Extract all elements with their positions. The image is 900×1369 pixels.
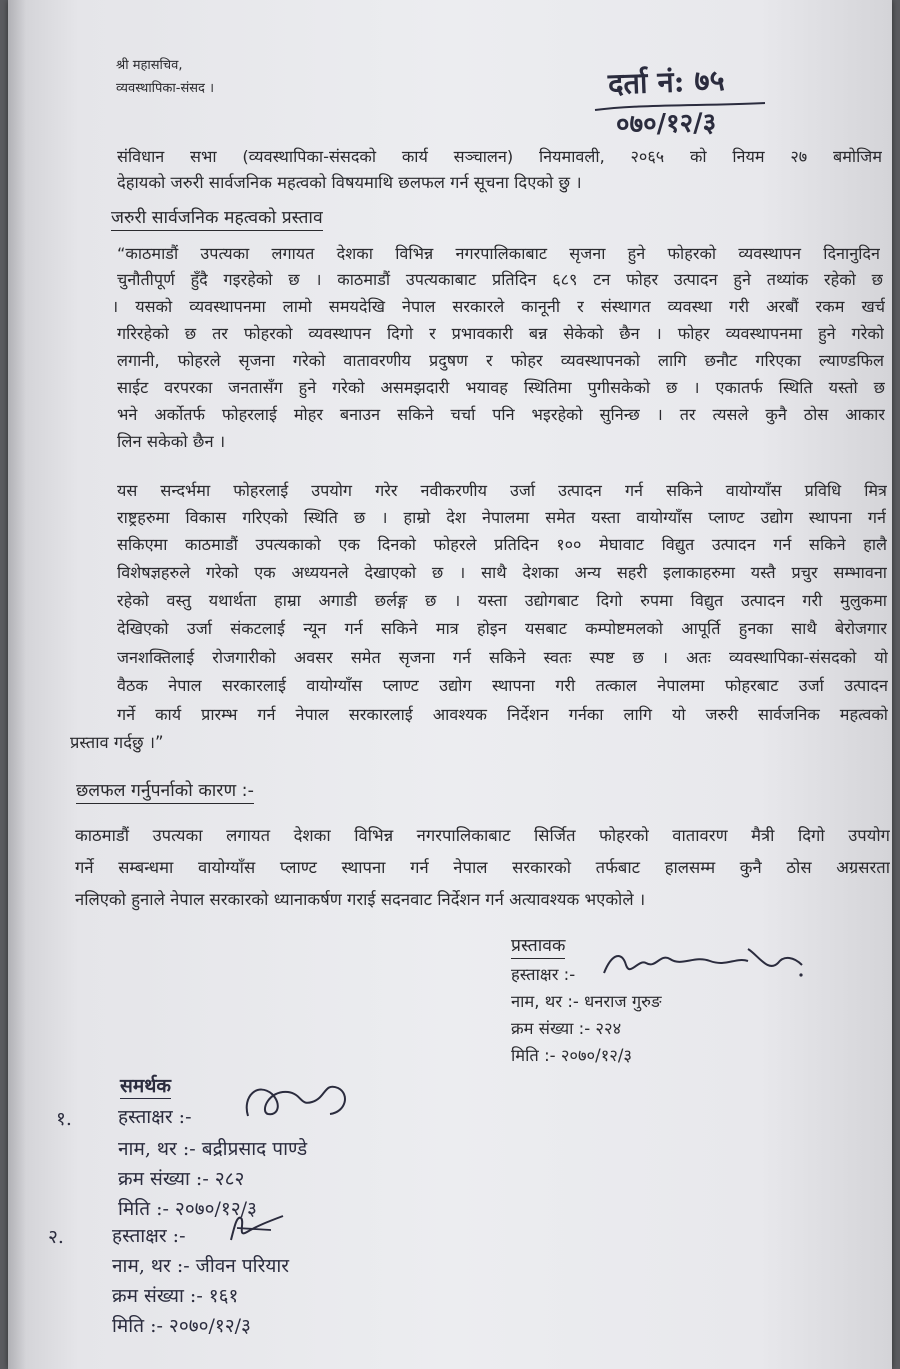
supporter-date: मिति :- २०७०/१२/३	[118, 1198, 257, 1220]
addressee-office: व्यवस्थापिका-संसद ।	[116, 81, 215, 96]
supporter-name: नाम, थर :- जीवन परियार	[112, 1255, 290, 1277]
document-page	[8, 0, 892, 1369]
proposal-heading: जरुरी सार्वजनिक महत्वको प्रस्ताव	[111, 205, 323, 231]
paragraph-line: लगानी, फोहरले सृजना गरेको वातावरणीय प्रदुषण र फोहर व्यवस्थापनको लागि छनौट गरिएका ल्याण्डफिल	[117, 351, 884, 370]
reason-line: काठमाडौं उपत्यका लगायत देशका विभिन्न नगरपालिकाबाट सिर्जित फोहरको वातावरण मैत्री दिगो उपयोग	[75, 826, 890, 845]
paragraph-line: प्रस्ताव गर्दछु ।”	[70, 733, 164, 752]
paragraph-line: । यसको व्यवस्थापनमा लामो समयदेखि नेपाल सरकारले कानूनी र संस्थागत व्यवस्था गरी अरबौं रकम खर्च	[112, 297, 885, 316]
supporter-serial: क्रम संख्या :- १६१	[112, 1285, 239, 1307]
paragraph-line: वैठक नेपाल सरकारलाई वायोग्याँस प्लाण्ट उद्योग स्थापना गरी तत्काल नेपालमा फोहरबाट उर्जा उत्पादन	[117, 676, 888, 695]
supporter-number: २.	[48, 1226, 64, 1248]
paragraph-line: “काठमाडौं उपत्यका लगायत देशका विभिन्न नगरपालिकाबाट सृजना हुने फोहरको व्यवस्थापन दिनानुदिन	[117, 244, 880, 263]
supporter-name: नाम, थर :- बद्रीप्रसाद पाण्डे	[118, 1138, 308, 1160]
supporter-signature-label: हस्ताक्षर :-	[118, 1106, 192, 1128]
reason-line: नलिएको हुनाले नेपाल सरकारको ध्यानाकर्षण गराई सदनवाट निर्देशन गर्न अत्यावश्यक भएकोले ।	[75, 890, 646, 909]
supporter-signature	[238, 1076, 358, 1126]
supporter-date: मिति :- २०७०/१२/३	[112, 1315, 251, 1337]
proposer-heading: प्रस्तावक	[511, 933, 565, 959]
proposer-serial: क्रम संख्या :- २२४	[511, 1019, 622, 1038]
supporters-heading: समर्थक	[120, 1072, 171, 1099]
registration-number: दर्ता नं: ७५	[607, 62, 726, 102]
supporter-number: १.	[56, 1108, 72, 1130]
addressee-title: श्री महासचिव,	[116, 58, 183, 73]
paragraph-line: लिन सकेको छैन ।	[117, 432, 226, 451]
registration-date: ०७०/१२/३	[615, 108, 717, 140]
paragraph-line: यस सन्दर्भमा फोहरलाई उपयोग गरेर नवीकरणीय उर्जा उत्पादन गर्न सकिने वायोग्याँस प्रविधि मित्र	[117, 481, 887, 500]
proposer-name: नाम, थर :- धनराज गुरुङ	[511, 992, 662, 1011]
paragraph-line: चुनौतीपूर्ण हुँदै गइरहेको छ । काठमाडौं उपत्यकाबाट प्रतिदिन ६८९ टन फोहर उत्पादन हुने तथ्यांक रहेको छ	[117, 270, 883, 289]
proposer-signature-label: हस्ताक्षर :-	[511, 965, 576, 984]
paragraph-line: जनशक्तिलाई रोजगारीको अवसर समेत सृजना गर्न सकिने स्वतः स्पष्ट छ । अतः व्यवस्थापिका-संसदको यो	[117, 648, 888, 667]
proposer-date: मिति :- २०७०/१२/३	[511, 1046, 632, 1065]
paragraph-line: देखिएको उर्जा संकटलाई न्यून गर्न सकिने मात्र होइन यसबाट कम्पोष्टमलको आपूर्ति हुनका साथै बेरोजगार	[117, 619, 887, 638]
paragraph-line: राष्ट्रहरुमा विकास गरिएको स्थिति छ । हाम्रो देश नेपालमा समेत यस्ता वायोग्याँस प्लाण्ट उद्योग स्थापना गर्न	[117, 508, 886, 527]
reason-heading: छलफल गर्नुपर्नाको कारण :-	[76, 778, 254, 804]
paragraph-line: रहेको वस्तु यथार्थता हाम्रा अगाडी छर्लङ्ग छ । यस्ता उद्योगबाट दिगो रुपमा विद्युत उत्पादन गरी मुलुकमा	[117, 591, 887, 610]
paragraph-line: गर्ने कार्य प्रारम्भ गर्न नेपाल सरकारलाई आवश्यक निर्देशन गर्नका लागि यो जरुरी सार्वजनिक महत्वको	[117, 705, 888, 724]
paragraph-line: सकिएमा काठमाडौं उपत्यकाको एक दिनको फोहरले प्रतिदिन १०० मेघावाट विद्युत उत्पादन गर्न सकिने हालै	[117, 535, 887, 554]
supporter-serial: क्रम संख्या :- २८२	[118, 1168, 245, 1190]
intro-line: देहायको जरुरी सार्वजनिक महत्वको विषयमाथि छलफल गर्न सूचना दिएको छु ।	[117, 173, 582, 192]
intro-line: संविधान सभा (व्यवस्थापिका-संसदको कार्य सञ्चालन) नियमावली, २०६५ को नियम २७ बमोजिम	[117, 147, 882, 166]
page-edge-shadow	[8, 0, 26, 1369]
supporter-signature-label: हस्ताक्षर :-	[112, 1225, 186, 1247]
paragraph-line: भने अर्कोतर्फ फोहरलाई मोहर बनाउन सकिने चर्चा पनि भइरहेको सुनिन्छ । तर त्यसले कुनै ठोस आकार	[117, 405, 885, 424]
paragraph-line: विशेषज्ञहरुले गरेको एक अध्ययनले देखाएको छ । साथै देशका अन्य सहरी इलाकाहरुमा यस्तै प्रचुर सम्भावना	[117, 563, 887, 582]
proposer-signature	[598, 945, 818, 985]
supporter-signature	[223, 1208, 293, 1248]
paragraph-line: साईट वरपरका जनतासँग हुने गरेको असमझदारी भयावह स्थितिमा पुगीसकेको छ । एकातर्फ स्थिति यस्तो छ	[117, 378, 885, 397]
reason-line: गर्ने सम्बन्धमा वायोग्याँस प्लाण्ट स्थापना गर्न नेपाल सरकारको तर्फबाट हालसम्म कुनै ठोस अग्रसरता	[75, 858, 890, 877]
paragraph-line: गरिरहेको छ तर फोहरको व्यवस्थापन दिगो र प्रभावकारी बन्न सेकेको छैन । फोहर व्यवस्थापनमा हुने गरेको	[117, 324, 884, 343]
